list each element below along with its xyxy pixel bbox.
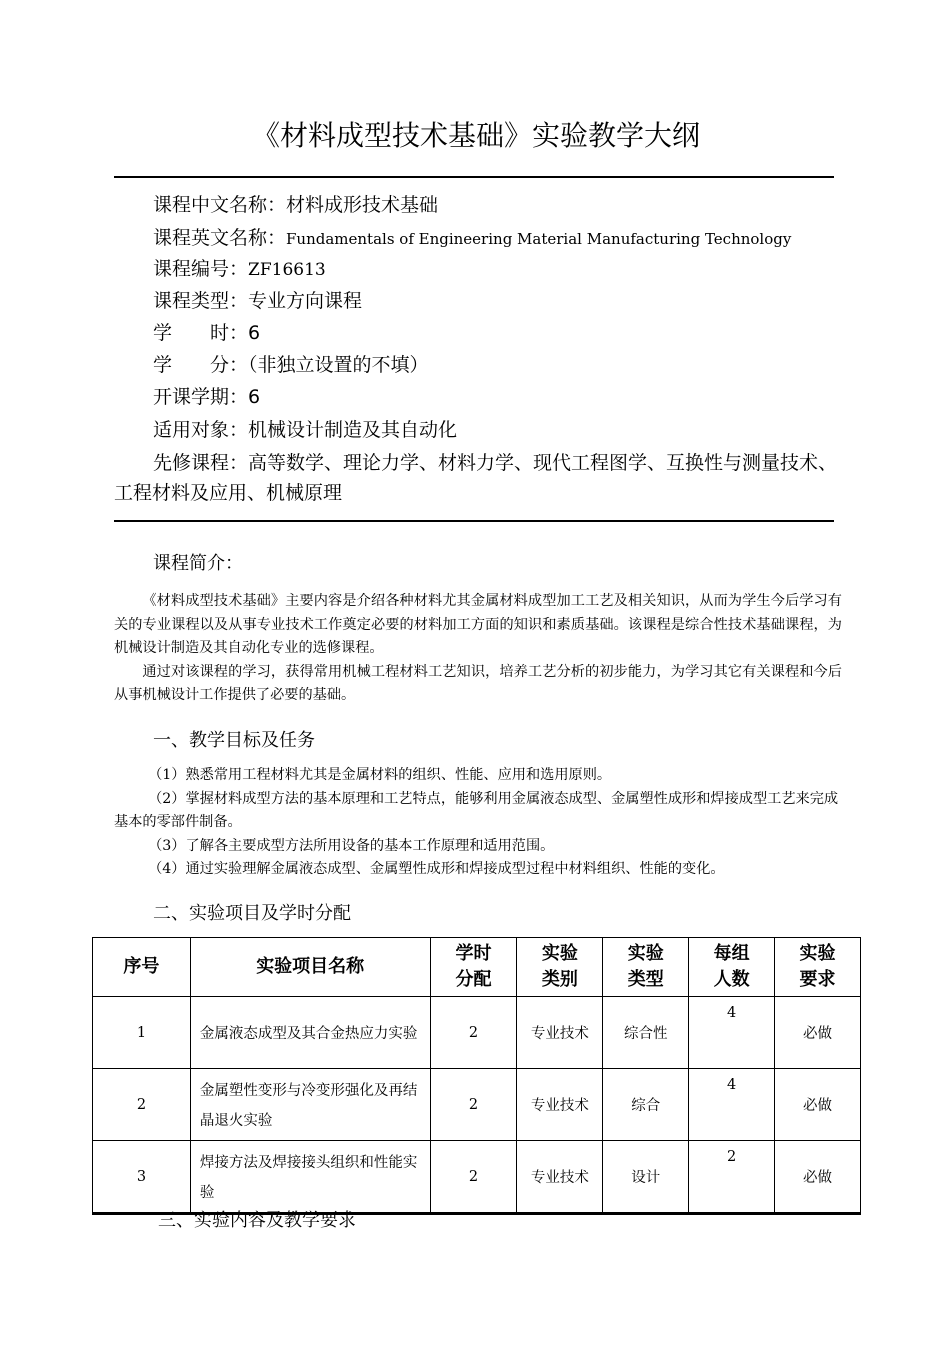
intro-paragraph: 通过对该课程的学习，获得常用机械工程材料工艺知识，培养工艺分析的初步能力，为学习其它有关课程和今后从事机械设计工作提供了必要的基础。: [114, 663, 842, 703]
header-cell: 序号: [93, 938, 191, 997]
table-cell: 2: [430, 1069, 517, 1141]
table-cell: 设计: [603, 1141, 689, 1214]
objective-item: （1）熟悉常用工程材料尤其是金属材料的组织、性能、应用和选用原则。: [148, 767, 612, 783]
table-cell: 1: [93, 997, 191, 1069]
table-cell: 专业技术: [517, 1069, 603, 1141]
info-prereq: [153, 450, 837, 476]
info-label: 开课学期：: [153, 386, 249, 408]
table-cell: 2: [689, 1141, 775, 1214]
table-row: [93, 1141, 861, 1214]
info-label: 课程中文名称：: [153, 194, 287, 216]
table-cell: 综合: [603, 1069, 689, 1141]
info-label: 课程类型：: [153, 290, 249, 312]
info-en-name: [153, 225, 791, 252]
info-prereq-cont: 工程材料及应用、机械原理: [114, 482, 343, 504]
header-cell: 实验 类别: [517, 938, 603, 997]
info-value: 高等数学、理论力学、材料力学、现代工程图学、互换性与测量技术、: [248, 452, 838, 474]
page-title: 《材料成型技术基础》实验教学大纲: [251, 119, 700, 152]
info-value: 6: [248, 386, 261, 408]
info-label: 先修课程：: [153, 452, 249, 474]
table-cell: 专业技术: [517, 997, 603, 1069]
info-label: 学 时：: [153, 322, 249, 344]
table-cell: 2: [430, 1141, 517, 1214]
section2-heading: 二、实验项目及学时分配: [153, 903, 351, 924]
info-label: 课程英文名称：: [153, 227, 287, 249]
info-label: 适用对象：: [153, 419, 249, 441]
info-hours: [153, 320, 260, 346]
header-cell: 实验项目名称: [190, 938, 430, 997]
table-cell: 专业技术: [517, 1141, 603, 1214]
info-code: [153, 256, 326, 283]
info-value: ZF16613: [248, 260, 326, 280]
table-cell: 综合性: [603, 997, 689, 1069]
table-cell: 4: [689, 1069, 775, 1141]
objective-item: （4）通过实验理解金属液态成型、金属塑性成形和焊接成型过程中材料组织、性能的变化。: [148, 861, 725, 877]
intro-heading: 课程简介：: [153, 553, 243, 574]
info-value: Fundamentals of Engineering Material Manufacturing Technology: [286, 230, 792, 248]
info-value: 专业方向课程: [248, 290, 363, 312]
info-cn-name: [153, 192, 438, 218]
table-cell: 4: [689, 997, 775, 1069]
table-cell: 2: [430, 997, 517, 1069]
bottom-divider: [114, 520, 834, 522]
info-type: [153, 288, 362, 314]
header-cell: 实验 类型: [603, 938, 689, 997]
section1-heading: 一、教学目标及任务: [153, 730, 315, 751]
table-row: [93, 1069, 861, 1141]
table-row: [93, 997, 861, 1069]
objective-item: （2）掌握材料成型方法的基本原理和工艺特点，能够利用金属液态成型、金属塑性成形和焊接成型工艺来完成基本的零部件制备。: [114, 790, 839, 830]
objectives-list: [114, 764, 842, 882]
info-value: （非独立设置的不填）: [248, 354, 429, 376]
info-audience: [153, 417, 457, 443]
top-divider: [114, 176, 834, 178]
intro-paragraph: 《材料成型技术基础》主要内容是介绍各种材料尤其金属材料成型加工工艺及相关知识，从而为学生今后学习有关的专业课程以及从事专业技术工作奠定必要的材料加工方面的知识和素质基础。该课程是综合性技术基础课程，为机械设计制造及其自动化专业的选修课程。: [114, 593, 842, 656]
info-semester: [153, 384, 260, 410]
experiment-table: [92, 937, 861, 1215]
table-cell: 金属液态成型及其合金热应力实验: [190, 997, 430, 1069]
header-cell: 实验 要求: [775, 938, 861, 997]
header-cell: 每组 人数: [689, 938, 775, 997]
table-header-row: [93, 938, 861, 997]
table-cell: 金属塑性变形与冷变形强化及再结晶退火实验: [190, 1069, 430, 1141]
info-value: 材料成形技术基础: [286, 194, 439, 216]
section3-heading: 三、实验内容及教学要求: [158, 1210, 356, 1231]
table-cell: 2: [93, 1069, 191, 1141]
intro-body: [114, 590, 842, 708]
table-cell: 必做: [775, 1141, 861, 1214]
table-cell: 3: [93, 1141, 191, 1214]
info-value: 6: [248, 322, 261, 344]
info-credits: [153, 352, 429, 378]
objective-item: （3）了解各主要成型方法所用设备的基本工作原理和适用范围。: [148, 837, 555, 854]
info-label: 课程编号：: [153, 258, 249, 280]
table-cell: 必做: [775, 997, 861, 1069]
header-cell: 学时 分配: [430, 938, 517, 997]
table-cell: 焊接方法及焊接接头组织和性能实验: [190, 1141, 430, 1214]
info-label: 学 分：: [153, 354, 249, 376]
table-cell: 必做: [775, 1069, 861, 1141]
info-value: 机械设计制造及其自动化: [248, 419, 458, 441]
